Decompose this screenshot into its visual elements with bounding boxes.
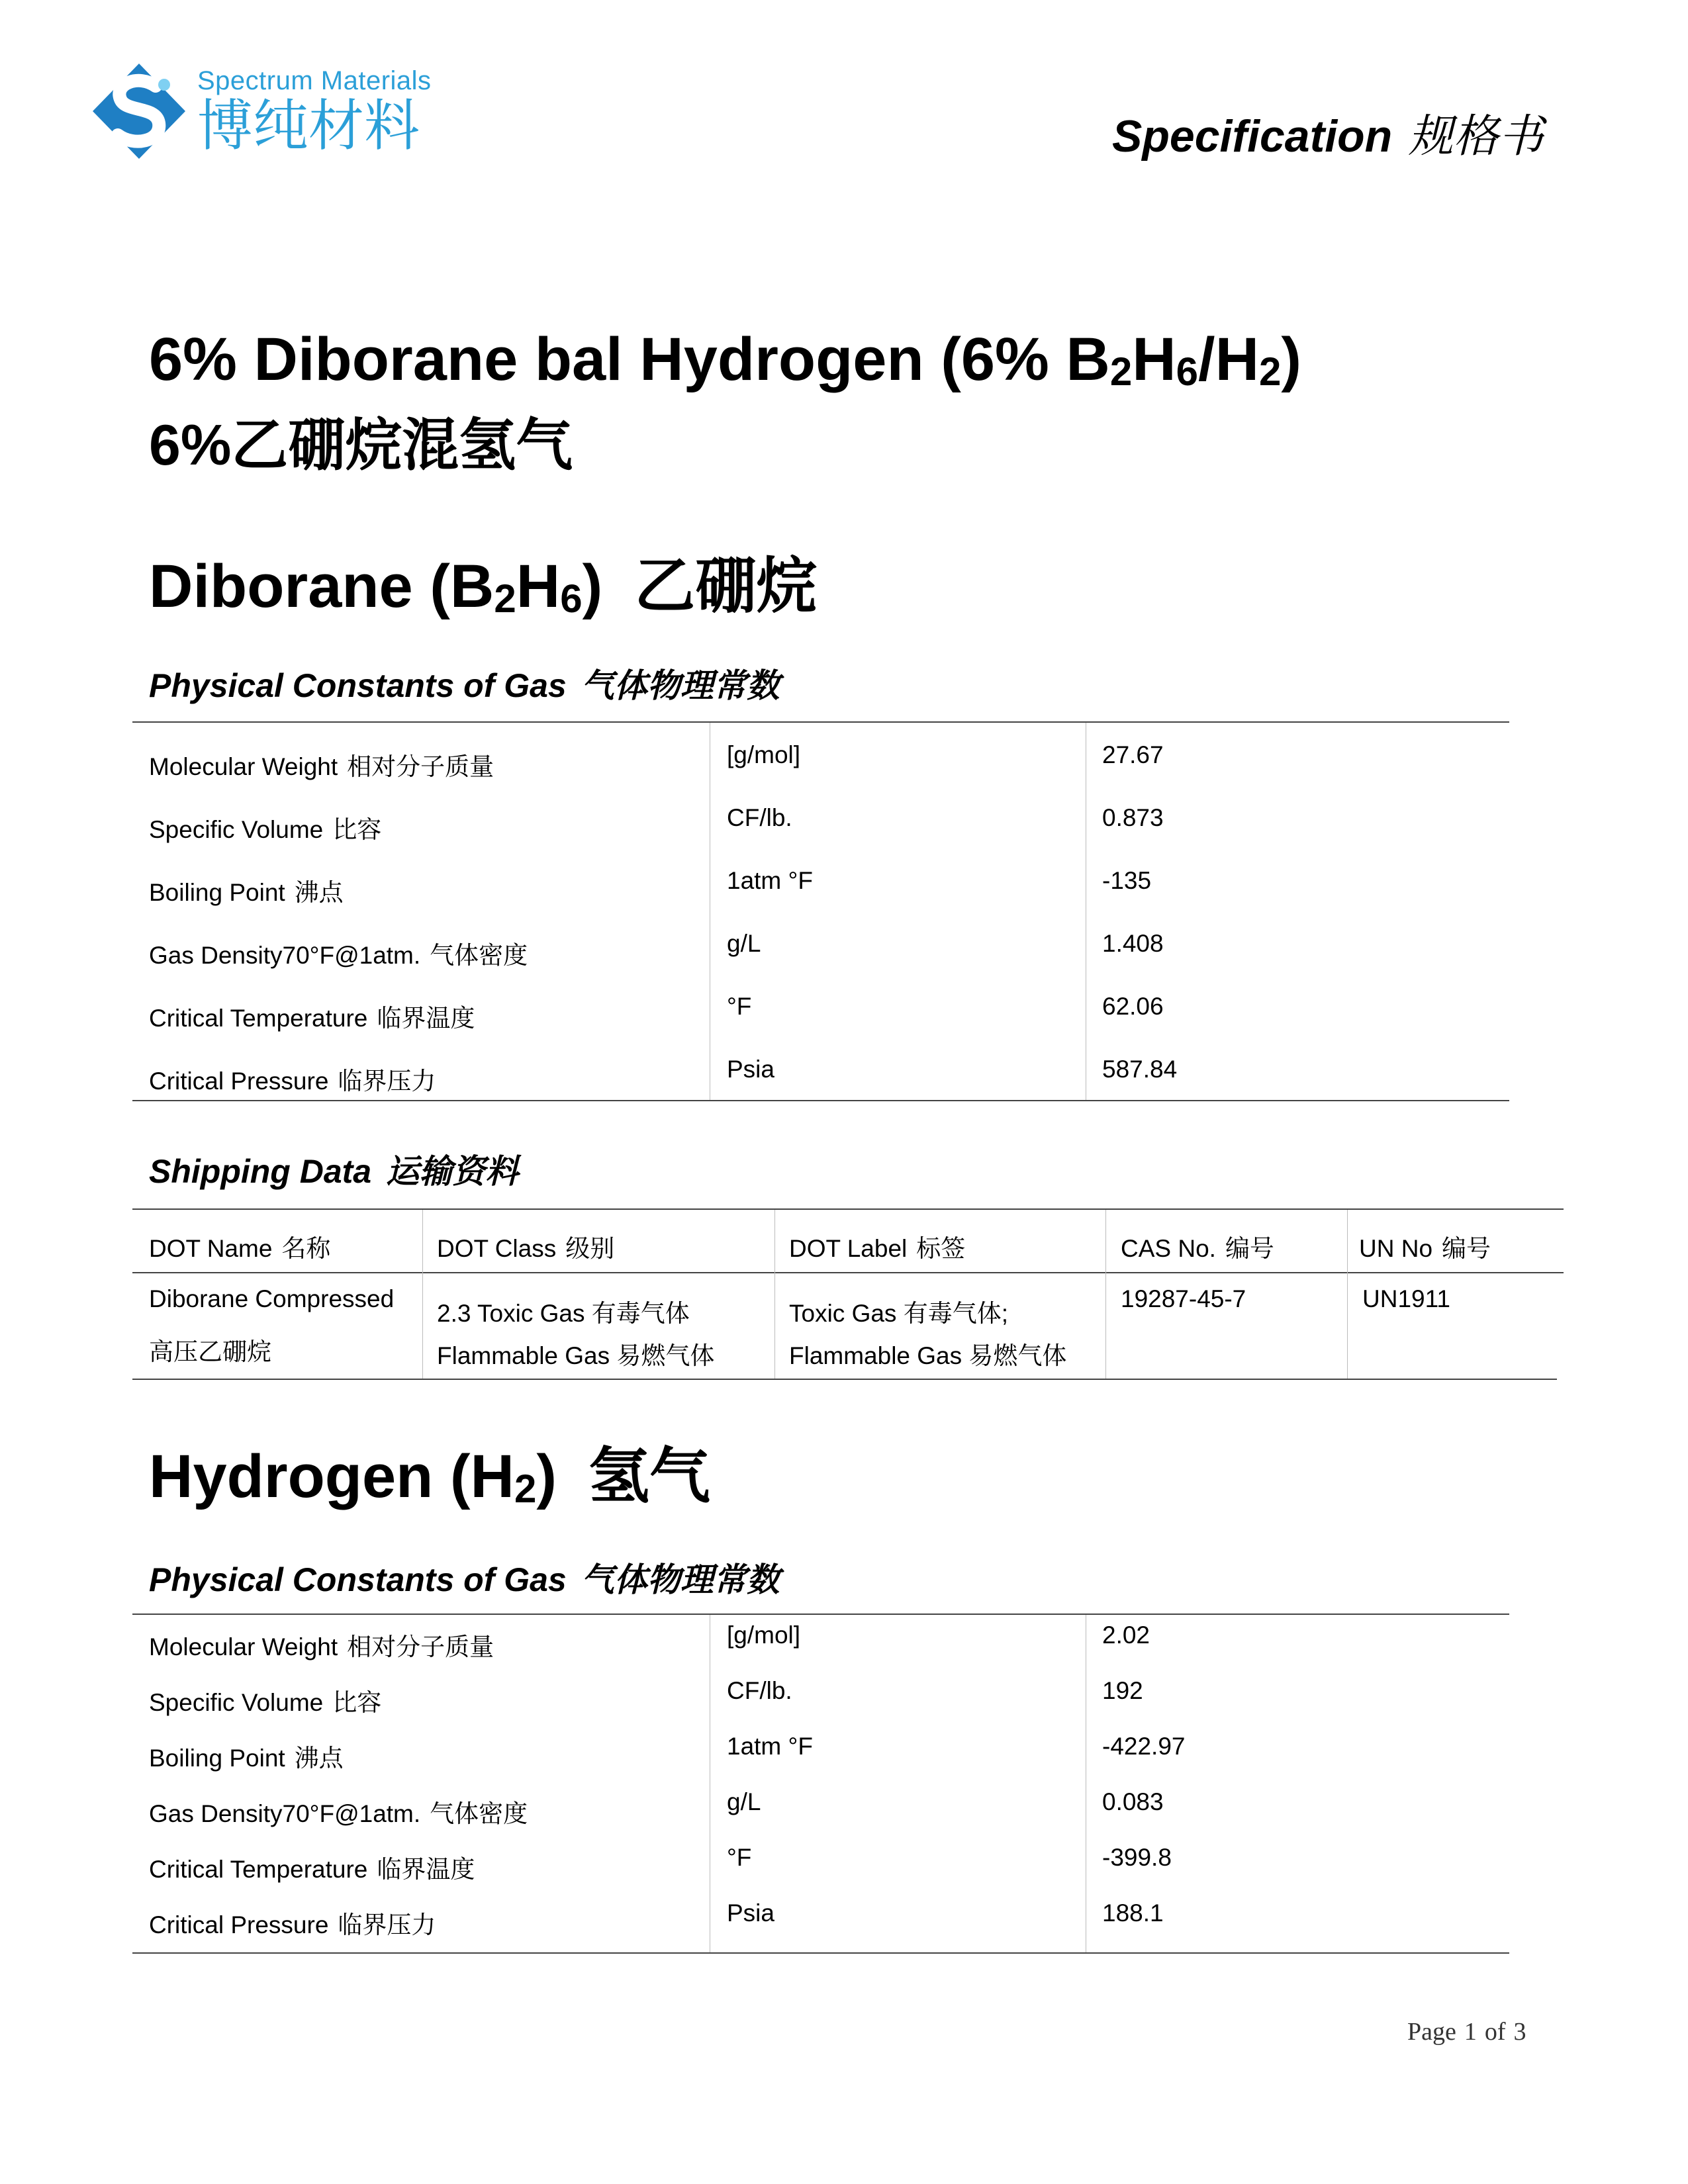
shipping-dot-class-2: Flammable Gas 易燃气体	[437, 1342, 715, 1369]
spectrum-logo-icon	[86, 58, 192, 164]
table-bottom-rule	[132, 1100, 1509, 1101]
shipping-un-number: UN1911	[1362, 1285, 1451, 1312]
column-divider	[1347, 1210, 1348, 1379]
document-type-title	[1112, 101, 1543, 165]
property-value: 192	[1102, 1677, 1143, 1704]
table-top-rule	[132, 1614, 1509, 1615]
shipping-dot-name: Diborane Compressed	[149, 1285, 395, 1312]
property-name: Boiling Point 沸点	[149, 879, 344, 906]
property-name: Molecular Weight 相对分子质量	[149, 753, 494, 780]
hydrogen-heading: Hydrogen $(H_2)$ 氢气	[149, 1443, 711, 1511]
property-value: -399.8	[1102, 1844, 1172, 1871]
diborane-heading: Diborane $(B_2H_6)$ 乙硼烷	[149, 553, 818, 621]
property-unit: 1atm °F	[727, 1733, 813, 1760]
shipping-header-cas: CAS No. 编号	[1121, 1235, 1274, 1262]
property-unit: g/L	[727, 930, 761, 957]
shipping-dot-label-2: Flammable Gas 易燃气体	[789, 1342, 1067, 1369]
shipping-dot-class: 2.3 Toxic Gas 有毒气体	[437, 1300, 690, 1327]
property-value: 2.02	[1102, 1621, 1150, 1649]
column-divider	[774, 1210, 775, 1379]
property-value: 0.083	[1102, 1788, 1164, 1815]
table-bottom-rule	[132, 1952, 1509, 1954]
property-name: Critical Pressure 临界压力	[149, 1911, 436, 1938]
property-unit: Psia	[727, 1899, 774, 1927]
product-title: 6% Diborane bal Hydrogen (6% $B_2H_6/H_2$)	[149, 326, 1302, 394]
property-name: Specific Volume 比容	[149, 816, 382, 843]
property-value: 1.408	[1102, 930, 1164, 957]
shipping-header-dot-name: DOT Name 名称	[149, 1235, 331, 1262]
property-unit: °F	[727, 1844, 752, 1871]
column-divider	[422, 1210, 423, 1379]
shipping-dot-name-cn: 高压乙硼烷	[149, 1338, 271, 1365]
hydrogen-phys-heading: Physical Constants of Gas 气体物理常数	[149, 1561, 780, 1598]
table-top-rule	[132, 1208, 1564, 1210]
property-value: 0.873	[1102, 804, 1164, 831]
property-value: 62.06	[1102, 993, 1164, 1020]
property-value: 587.84	[1102, 1056, 1178, 1083]
property-name: Critical Temperature 临界温度	[149, 1856, 475, 1883]
table-bottom-rule	[132, 1379, 1557, 1380]
property-unit: [g/mol]	[727, 741, 801, 768]
property-name: Molecular Weight 相对分子质量	[149, 1633, 494, 1661]
property-name: Specific Volume 比容	[149, 1689, 382, 1716]
shipping-header-un: UN No 编号	[1359, 1235, 1491, 1262]
property-value: -135	[1102, 867, 1152, 894]
diborane-phys-heading: Physical Constants of Gas 气体物理常数	[149, 667, 780, 704]
property-unit: CF/lb.	[727, 804, 792, 831]
table-header-rule	[132, 1272, 1564, 1273]
shipping-header-dot-class: DOT Class 级别	[437, 1235, 615, 1262]
property-value: 27.67	[1102, 741, 1164, 768]
spec-title-cn: 规格书	[1408, 111, 1544, 161]
property-value: 188.1	[1102, 1899, 1164, 1927]
property-unit: CF/lb.	[727, 1677, 792, 1704]
property-unit: Psia	[727, 1056, 774, 1083]
table-top-rule	[132, 721, 1509, 723]
page-number: Page 1 of 3	[1407, 2018, 1526, 2046]
logo-text-en: Spectrum Materials	[197, 66, 432, 95]
property-unit: g/L	[727, 1788, 761, 1815]
property-value: -422.97	[1102, 1733, 1186, 1760]
property-unit: [g/mol]	[727, 1621, 801, 1649]
column-divider	[1105, 1210, 1106, 1379]
property-name: Gas Density70°F@1atm. 气体密度	[149, 942, 528, 969]
property-unit: 1atm °F	[727, 867, 813, 894]
property-unit: °F	[727, 993, 752, 1020]
shipping-heading: Shipping Data 运输资料	[149, 1153, 519, 1190]
property-name: Critical Pressure 临界压力	[149, 1068, 436, 1095]
property-name: Gas Density70°F@1atm. 气体密度	[149, 1800, 528, 1827]
shipping-dot-label: Toxic Gas 有毒气体;	[789, 1300, 1008, 1327]
spec-title-en: Specification	[1112, 111, 1393, 161]
shipping-header-dot-label: DOT Label 标签	[789, 1235, 966, 1262]
product-title-cn: 6%乙硼烷混氢气	[149, 414, 573, 477]
shipping-cas-number: 19287-45-7	[1121, 1285, 1246, 1312]
logo-text-cn: 博纯材料	[197, 95, 420, 157]
property-name: Critical Temperature 临界温度	[149, 1005, 475, 1032]
property-name: Boiling Point 沸点	[149, 1745, 344, 1772]
